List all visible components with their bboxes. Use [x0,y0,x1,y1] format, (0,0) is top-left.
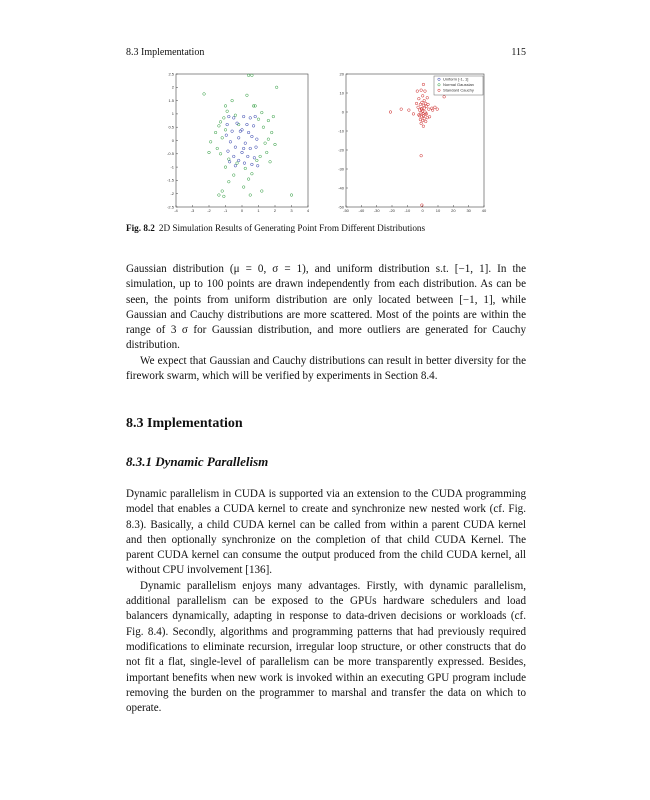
data-point [272,115,275,118]
data-point [249,194,252,197]
x-tick-label: -3 [190,208,195,213]
data-point [247,178,250,181]
data-point [254,115,257,118]
data-point [225,134,228,137]
data-point [203,93,206,96]
data-point [423,99,426,102]
data-point [226,123,229,126]
y-tick-label: 2 [171,84,174,90]
left-scatter-panel [167,71,310,213]
y-tick-label: 1.5 [168,97,174,103]
figure-caption-text: 2D Simulation Results of Generating Point From Different Distributions [158,223,426,233]
data-point [269,160,272,163]
y-tick-label: -2 [170,191,174,196]
data-point [246,123,249,126]
data-point [232,117,235,120]
y-tick-label: -0.5 [167,151,174,157]
data-point [264,142,267,145]
x-tick-label: 20 [451,208,456,213]
data-point [234,146,237,149]
x-tick-label: -4 [174,208,178,213]
data-point [223,117,226,120]
data-point [249,117,252,120]
data-point [253,156,256,159]
data-point [417,106,420,109]
y-tick-label: 0 [341,109,344,115]
data-point [424,120,427,123]
data-point [231,99,234,102]
data-point [231,130,234,133]
paragraph-4: Dynamic parallelism enjoys many advantages. Firstly, with dynamic parallelism, additional parallelism can be exposed to the GPUs hardware schedulers and load balancers dynamically, adapting in response to data-driven decisions or workloads (cf. Fig. 8.4). Secondly, algorithms and programming patterns that had previously required modifications to eliminate recursion, irregular loop structure, or other constructs that do not fit a flat, single-level of parallelism can be more transparently expressed. Besides, important benefits when new work is invoked within an executing GPU program include removing the burden on the programmer to marshal and transfer the data on which to operate. [126,579,526,715]
y-tick-label: -1.5 [167,177,174,183]
data-point [246,155,249,158]
data-point [227,150,230,153]
data-point [218,125,221,128]
y-tick-label: -1 [170,164,174,170]
y-tick-label: 0 [171,137,174,143]
data-point [208,151,211,154]
data-point [428,115,431,118]
data-point [221,137,224,140]
data-point [244,142,247,145]
data-point [256,138,259,141]
x-tick-label: -40 [358,208,365,213]
running-head-section: 8.3 Implementation [126,47,205,58]
data-point [214,131,217,134]
y-tick-label: -30 [338,166,344,172]
data-point [223,195,226,198]
data-point [232,174,235,177]
y-tick-label: 0.5 [168,124,174,130]
y-tick-label: -2.5 [167,204,174,210]
data-point [420,89,423,92]
x-tick-label: 30 [466,208,471,213]
data-point [244,167,247,170]
y-tick-label: -50 [338,204,344,210]
data-point [421,119,424,122]
data-point [224,166,227,169]
data-point [246,94,249,97]
data-point [267,119,270,122]
data-point [422,104,425,107]
data-point [226,110,229,113]
data-point [261,111,264,114]
right-scatter-panel [338,71,487,213]
data-point [251,135,254,138]
data-point [274,143,277,146]
data-point [236,162,239,165]
data-point [252,125,255,128]
y-tick-label: -20 [338,147,344,153]
data-point [209,141,212,144]
x-tick-label: -1 [223,208,228,213]
data-point [247,131,250,134]
data-point [242,186,245,189]
data-point [415,102,418,105]
running-head [126,47,526,58]
data-point [229,141,232,144]
data-point [242,147,245,150]
data-point [434,106,437,109]
data-point [419,103,422,106]
data-point [254,105,257,108]
data-point [262,126,265,129]
data-point [219,121,222,124]
paragraph-2: We expect that Gaussian and Cauchy distributions can result in better diversity for the firework swarm, which will be verified by experiments in Section 8.4. [126,354,526,383]
data-point [219,153,222,156]
data-point [422,125,425,128]
x-tick-label: 3 [290,208,293,213]
data-point [232,155,235,158]
y-tick-label: 10 [339,90,344,96]
y-tick-label: 2.5 [168,71,174,77]
x-tick-label: -2 [207,208,211,213]
scatter-plots [160,70,490,220]
paragraph-1: Gaussian distribution (μ = 0, σ = 1), and uniform distribution s.t. [−1, 1]. In the simulation, up to 100 points are drawn independently from each distribution. As can be seen, the points from uniform distribution are only located between [−1, 1], while Gaussian and Cauchy distributions are more scattered. Most of the points are within the range of 3 σ for Gaussian distribution, and more outliers are generated for Cauchy distribution. [126,263,526,352]
data-point [436,108,439,111]
data-point [216,147,219,150]
data-point [422,83,425,86]
data-point [218,194,221,197]
data-point [424,90,427,93]
data-point [228,180,231,183]
data-point [257,118,260,121]
data-point [426,96,429,99]
figure-8-2 [160,70,490,220]
data-point [256,164,259,167]
data-point [275,86,278,89]
data-point [270,131,273,134]
body-text-block-1 [126,262,526,384]
data-point [237,159,240,162]
x-tick-label: 0 [240,208,244,213]
page-number: 115 [511,47,526,58]
figure-caption [126,223,526,233]
data-point [249,147,252,150]
data-point [428,108,431,111]
data-point [247,74,250,77]
data-point [420,154,423,157]
data-point [251,74,254,77]
x-tick-label: -10 [404,208,411,213]
data-point [237,137,240,140]
data-point [228,115,231,118]
data-point [418,97,421,100]
data-point [400,108,403,111]
data-point [412,113,415,116]
data-point [228,158,231,161]
data-point [255,146,258,149]
plot-frame [176,74,308,207]
x-tick-label: 10 [435,208,441,213]
x-tick-label: 0 [421,208,424,213]
data-point [243,162,246,165]
data-point [251,163,254,166]
y-tick-label: 1 [171,111,174,117]
data-point [224,105,227,108]
x-tick-label: 1 [257,208,260,213]
y-tick-label: -10 [338,128,344,134]
legend-entry: Normal Gaussian [443,82,474,87]
y-tick-label: 20 [339,71,344,77]
data-point [443,96,446,99]
x-tick-label: 2 [273,208,277,213]
data-point [224,129,227,132]
legend-entry: Standard Cauchy [443,87,474,93]
x-tick-label: 4 [306,208,310,213]
x-tick-label: -20 [389,208,395,213]
data-point [234,114,237,117]
data-point [421,95,424,98]
data-point [416,90,419,93]
x-tick-label: -50 [343,208,349,213]
data-point [420,122,423,125]
data-point [408,109,411,112]
section-heading: 8.3 Implementation [126,416,243,431]
data-point [389,111,392,114]
data-point [256,159,259,162]
x-tick-label: 40 [481,208,487,213]
subsection-heading: 8.3.1 Dynamic Parallelism [126,454,269,469]
data-point [228,160,231,163]
data-point [261,190,264,193]
data-point [427,103,430,106]
data-point [241,151,244,154]
data-point [267,138,270,141]
y-tick-label: -40 [338,185,344,191]
legend-entry: Uniform [-1, 1] [443,76,469,82]
data-point [251,172,254,175]
body-text-block-2 [126,487,526,716]
x-tick-label: -30 [373,208,380,213]
figure-label: Fig. 8.2 [126,223,155,233]
data-point [290,194,293,197]
data-point [221,190,224,193]
data-point [265,151,268,154]
data-point [259,155,262,158]
data-point [234,164,237,167]
data-point [242,115,245,118]
paragraph-3: Dynamic parallelism in CUDA is supported via an extension to the CUDA programming model that enables a CUDA kernel to create and synchronize new nested work (cf. Fig. 8.3). Basically, a child CUDA kernel can be called from within a parent CUDA kernel and then optionally synchronize on the completion of that child CUDA Kernel. The parent CUDA kernel can consume the output produced from the child CUDA kernel, all without CPU involvement [136]. [126,488,526,577]
